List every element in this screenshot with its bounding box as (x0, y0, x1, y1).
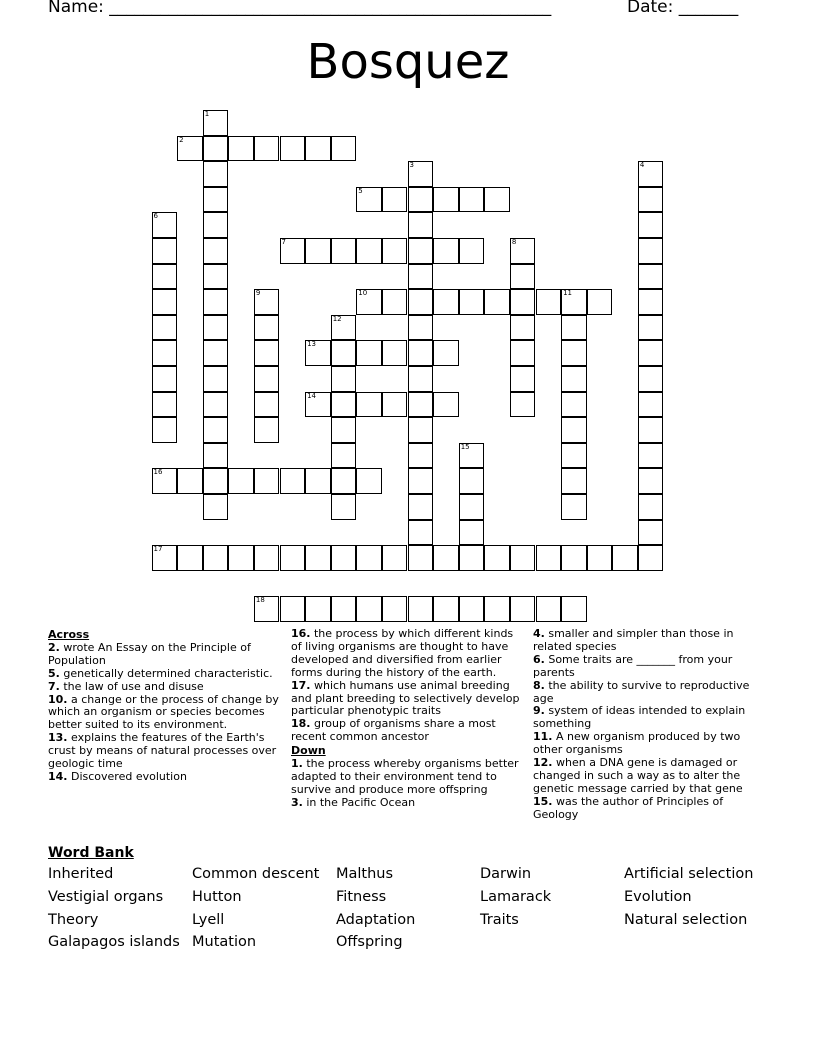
grid-cell[interactable] (331, 443, 357, 469)
word-bank-word: Fitness (336, 888, 387, 905)
grid-cell[interactable] (408, 315, 434, 341)
clue-item-number: 17. (291, 678, 311, 692)
grid-cell[interactable] (561, 494, 587, 520)
grid-cell[interactable] (408, 417, 434, 443)
grid-cell[interactable] (305, 392, 331, 418)
clue-number: 7 (281, 238, 286, 246)
clue-item-number: 4. (533, 627, 545, 640)
grid-cell[interactable] (638, 264, 664, 290)
grid-cell[interactable] (638, 494, 664, 520)
grid-cell[interactable] (484, 187, 510, 213)
grid-cell[interactable] (152, 468, 178, 494)
grid-cell[interactable] (305, 468, 331, 494)
grid-cell[interactable] (638, 520, 664, 546)
grid-cell[interactable] (638, 545, 664, 571)
grid-cell[interactable] (638, 443, 664, 469)
word-bank-word: Theory (48, 911, 99, 928)
down-heading: Down (291, 744, 326, 758)
grid-cell[interactable] (433, 392, 459, 418)
clue-item (48, 732, 284, 771)
clue-item-number: 10. (48, 692, 68, 706)
grid-cell[interactable] (587, 545, 613, 571)
clue-item-text: in the Pacific Ocean (302, 795, 416, 809)
grid-cell[interactable] (510, 545, 536, 571)
grid-cell[interactable] (203, 238, 229, 264)
grid-cell[interactable] (254, 136, 280, 162)
grid-cell[interactable] (459, 494, 485, 520)
clue-item-number: 18. (291, 717, 311, 731)
grid-cell[interactable] (561, 289, 587, 315)
grid-cell[interactable] (331, 417, 357, 443)
grid-cell[interactable] (484, 289, 510, 315)
grid-cell[interactable] (331, 545, 357, 571)
clue-number: 6 (153, 212, 158, 221)
clue-item-text: group of organisms share a most recent common ancestor (291, 717, 496, 744)
grid-cell[interactable] (254, 392, 280, 418)
grid-cell[interactable] (561, 545, 587, 571)
grid-cell[interactable] (305, 545, 331, 571)
grid-cell[interactable] (510, 289, 536, 315)
grid-cell[interactable] (638, 340, 664, 366)
grid-cell[interactable] (203, 161, 229, 187)
grid-cell[interactable] (510, 315, 536, 341)
clue-item (533, 796, 769, 822)
grid-cell[interactable] (408, 520, 434, 546)
clue-item (291, 628, 527, 680)
grid-cell[interactable] (408, 392, 434, 418)
clue-number: 3 (409, 161, 414, 170)
grid-cell[interactable] (408, 366, 434, 392)
grid-cell[interactable] (510, 238, 536, 264)
grid-cell[interactable] (203, 392, 229, 418)
grid-cell[interactable] (408, 289, 434, 315)
grid-cell[interactable] (331, 136, 357, 162)
clues-column-2 (291, 628, 527, 810)
grid-cell[interactable] (254, 340, 280, 366)
grid-cell[interactable] (280, 238, 306, 264)
across-heading: Across (48, 628, 90, 641)
grid-cell[interactable] (254, 366, 280, 392)
grid-cell[interactable] (408, 494, 434, 520)
grid-cell[interactable] (203, 340, 229, 366)
grid-cell[interactable] (228, 545, 254, 571)
grid-cell[interactable] (203, 468, 229, 494)
word-bank-word: Galapagos islands (48, 934, 180, 951)
grid-cell[interactable] (638, 417, 664, 443)
grid-cell[interactable] (638, 161, 664, 187)
clue-item (291, 718, 527, 744)
grid-cell[interactable] (203, 494, 229, 520)
grid-cell[interactable] (510, 340, 536, 366)
clue-number: 4 (639, 161, 645, 170)
word-bank-word: Traits (480, 911, 519, 928)
clue-item (291, 758, 527, 797)
grid-cell[interactable] (203, 264, 229, 290)
clue-item-number: 13. (48, 731, 68, 745)
grid-cell[interactable] (331, 392, 357, 418)
clue-item-text: Discovered evolution (67, 769, 187, 783)
clue-item (291, 680, 527, 719)
grid-cell[interactable] (177, 468, 203, 494)
clue-number: 8 (511, 238, 517, 246)
grid-cell[interactable] (561, 417, 587, 443)
grid-cell[interactable] (382, 289, 408, 315)
word-bank-title: Word Bank (48, 845, 134, 861)
clue-item-text: Some traits are _______ from your parents (533, 652, 733, 679)
clue-item-text: a change or the process of change by which an organism or species becomes better suited to its environment. (48, 692, 279, 732)
grid-cell[interactable] (459, 468, 485, 494)
grid-cell[interactable] (638, 366, 664, 392)
clue-item-text: which humans use animal breeding and plant breeding to selectively develop particular phenotypic traits (291, 678, 520, 718)
grid-cell[interactable] (408, 187, 434, 213)
clue-item-number: 2. (48, 640, 60, 654)
clues-column-1 (48, 628, 284, 784)
grid-cell[interactable] (459, 238, 485, 264)
grid-cell[interactable] (203, 545, 229, 571)
grid-cell[interactable] (382, 392, 408, 418)
clue-item-number: 7. (48, 679, 60, 693)
grid-cell[interactable] (203, 443, 229, 469)
grid-cell[interactable] (152, 264, 178, 290)
clue-item-text: the law of use and disuse (59, 679, 204, 693)
grid-cell[interactable] (280, 136, 306, 162)
clue-item-text: explains the features of the Earth's crust by means of natural processes over geologic time (48, 731, 277, 771)
clue-item-text: the process by which different kinds of living organisms are thought to have developed and diversified from earlier forms during the history of the earth. (291, 627, 514, 679)
clue-item-number: 14. (48, 769, 68, 783)
grid-cell[interactable] (612, 545, 638, 571)
grid-cell[interactable] (638, 238, 664, 264)
grid-cell[interactable] (152, 289, 178, 315)
word-bank-word: Hutton (192, 888, 242, 905)
grid-cell[interactable] (408, 596, 434, 622)
grid-cell[interactable] (331, 468, 357, 494)
clue-item-number: 8. (533, 678, 545, 692)
grid-cell[interactable] (152, 315, 178, 341)
clue-item (533, 731, 769, 757)
clue-number: 11 (563, 289, 573, 298)
grid-cell[interactable] (408, 264, 434, 290)
grid-cell[interactable] (638, 187, 664, 213)
clue-number: 13 (307, 340, 317, 349)
grid-cell[interactable] (254, 545, 280, 571)
clue-item-text: A new organism produced by two other organisms (533, 730, 741, 757)
clue-item-number: 15. (533, 794, 553, 808)
grid-cell[interactable] (356, 289, 382, 315)
grid-cell[interactable] (203, 315, 229, 341)
grid-cell[interactable] (459, 596, 485, 622)
clues-column-3 (533, 628, 769, 822)
clue-item (533, 680, 769, 706)
clue-item (533, 705, 769, 731)
grid-cell[interactable] (561, 468, 587, 494)
grid-cell[interactable] (203, 187, 229, 213)
grid-cell[interactable] (152, 366, 178, 392)
clue-item-number: 9. (533, 704, 545, 718)
grid-cell[interactable] (459, 187, 485, 213)
grid-cell[interactable] (433, 289, 459, 315)
grid-cell[interactable] (203, 289, 229, 315)
grid-cell[interactable] (561, 596, 587, 622)
grid-cell[interactable] (433, 545, 459, 571)
grid-cell[interactable] (408, 443, 434, 469)
grid-cell[interactable] (203, 366, 229, 392)
grid-cell[interactable] (254, 596, 280, 622)
grid-cell[interactable] (203, 212, 229, 238)
clue-item-number: 5. (48, 666, 60, 680)
grid-cell[interactable] (382, 238, 408, 264)
grid-cell[interactable] (331, 238, 357, 264)
word-bank-word: Offspring (336, 934, 403, 951)
clue-item (533, 628, 769, 654)
clue-item-text: the ability to survive to reproductive age (533, 678, 750, 705)
grid-cell[interactable] (331, 366, 357, 392)
clue-number: 1 (204, 110, 210, 118)
grid-cell[interactable] (536, 289, 562, 315)
clue-item-number: 16. (291, 627, 311, 640)
clue-number: 15 (460, 442, 470, 451)
grid-cell[interactable] (638, 212, 664, 238)
grid-cell[interactable] (638, 289, 664, 315)
clue-item-number: 6. (533, 652, 545, 666)
clue-number: 16 (153, 468, 163, 477)
word-bank-word: Mutation (192, 934, 257, 951)
word-bank-word: Evolution (624, 888, 692, 905)
grid-cell[interactable] (280, 596, 306, 622)
grid-cell[interactable] (305, 340, 331, 366)
grid-cell[interactable] (408, 161, 434, 187)
clue-item-number: 12. (533, 756, 553, 770)
grid-cell[interactable] (254, 315, 280, 341)
grid-cell[interactable] (228, 468, 254, 494)
grid-cell[interactable] (356, 468, 382, 494)
grid-cell[interactable] (177, 136, 203, 162)
page-title: Bosquez (306, 34, 510, 90)
clue-item-text: the process whereby organisms better adapted to their environment tend to survive and produce more offspring (291, 757, 519, 796)
grid-cell[interactable] (459, 443, 485, 469)
word-bank-word: Artificial selection (624, 866, 754, 882)
clue-item-text: wrote An Essay on the Principle of Population (48, 640, 251, 667)
grid-cell[interactable] (638, 315, 664, 341)
grid-cell[interactable] (280, 468, 306, 494)
grid-cell[interactable] (408, 238, 434, 264)
grid-cell[interactable] (510, 264, 536, 290)
clue-item-text: genetically determined characteristic. (59, 666, 273, 680)
grid-cell[interactable] (382, 187, 408, 213)
word-bank-word: Lamarack (480, 888, 552, 905)
grid-cell[interactable] (536, 545, 562, 571)
grid-cell[interactable] (331, 315, 357, 341)
clue-item-text: when a DNA gene is damaged or changed in such a way as to alter the genetic message carried by that gene (533, 756, 743, 795)
grid-cell[interactable] (484, 596, 510, 622)
clue-number: 14 (307, 391, 317, 400)
grid-cell[interactable] (203, 417, 229, 443)
clue-item-text: smaller and simpler than those in related species (533, 627, 734, 653)
grid-cell[interactable] (305, 136, 331, 162)
clue-item (48, 771, 284, 784)
grid-cell[interactable] (510, 392, 536, 418)
clue-number: 17 (153, 545, 163, 554)
grid-cell[interactable] (228, 136, 254, 162)
grid-cell[interactable] (356, 340, 382, 366)
grid-cell[interactable] (510, 596, 536, 622)
grid-cell[interactable] (459, 520, 485, 546)
grid-cell[interactable] (382, 545, 408, 571)
clue-item (48, 694, 284, 733)
clue-number: 18 (255, 596, 265, 605)
date-field-label: Date: _______ (627, 0, 739, 17)
grid-cell[interactable] (305, 238, 331, 264)
grid-cell[interactable] (561, 315, 587, 341)
grid-cell[interactable] (331, 340, 357, 366)
clue-item-text: system of ideas intended to explain something (533, 704, 746, 731)
grid-cell[interactable] (459, 545, 485, 571)
clue-item-number: 3. (291, 795, 303, 809)
grid-cell[interactable] (254, 289, 280, 315)
word-bank-word: Vestigial organs (48, 888, 164, 905)
grid-cell[interactable] (561, 392, 587, 418)
grid-cell[interactable] (356, 238, 382, 264)
clue-number: 5 (358, 186, 363, 195)
clue-item (533, 654, 769, 680)
clue-number: 9 (255, 289, 261, 298)
word-bank-word: Common descent (192, 866, 320, 882)
grid-cell[interactable] (203, 110, 229, 136)
word-bank-word: Darwin (480, 866, 532, 882)
grid-cell[interactable] (331, 596, 357, 622)
grid-cell[interactable] (536, 596, 562, 622)
grid-cell[interactable] (408, 545, 434, 571)
clue-number: 12 (332, 314, 342, 323)
grid-cell[interactable] (254, 417, 280, 443)
grid-cell[interactable] (152, 212, 178, 238)
grid-cell[interactable] (203, 136, 229, 162)
word-bank-word: Inherited (48, 866, 114, 882)
clue-item (533, 757, 769, 796)
grid-cell[interactable] (356, 596, 382, 622)
clue-item (291, 797, 527, 810)
grid-cell[interactable] (331, 494, 357, 520)
grid-cell[interactable] (561, 443, 587, 469)
word-bank-word: Natural selection (624, 911, 748, 928)
grid-cell[interactable] (356, 187, 382, 213)
grid-cell[interactable] (177, 545, 203, 571)
grid-cell[interactable] (356, 392, 382, 418)
grid-cell[interactable] (433, 340, 459, 366)
clue-item-number: 11. (533, 730, 553, 744)
grid-cell[interactable] (382, 340, 408, 366)
grid-cell[interactable] (433, 596, 459, 622)
grid-cell[interactable] (408, 340, 434, 366)
clue-item (48, 642, 284, 668)
grid-cell[interactable] (459, 289, 485, 315)
word-bank-word: Malthus (336, 866, 394, 882)
grid-cell[interactable] (152, 340, 178, 366)
clue-item-number: 1. (291, 757, 303, 771)
clue-number: 2 (179, 135, 184, 144)
grid-cell[interactable] (638, 392, 664, 418)
clue-item-text: was the author of Principles of Geology (533, 794, 724, 821)
grid-cell[interactable] (254, 468, 280, 494)
name-field-label: Name: ____________________________________________________ (48, 0, 552, 17)
grid-cell[interactable] (382, 596, 408, 622)
grid-cell[interactable] (152, 417, 178, 443)
grid-cell[interactable] (152, 392, 178, 418)
grid-cell[interactable] (305, 596, 331, 622)
grid-cell[interactable] (356, 545, 382, 571)
grid-cell[interactable] (408, 212, 434, 238)
grid-cell[interactable] (152, 238, 178, 264)
grid-cell[interactable] (408, 468, 434, 494)
grid-cell[interactable] (561, 340, 587, 366)
grid-cell[interactable] (280, 545, 306, 571)
grid-cell[interactable] (433, 238, 459, 264)
grid-cell[interactable] (152, 545, 178, 571)
grid-cell[interactable] (587, 289, 613, 315)
grid-cell[interactable] (484, 545, 510, 571)
grid-cell[interactable] (433, 187, 459, 213)
grid-cell[interactable] (510, 366, 536, 392)
grid-cell[interactable] (638, 468, 664, 494)
clue-number: 10 (358, 289, 368, 298)
word-bank-word: Lyell (192, 911, 225, 928)
word-bank-word: Adaptation (336, 911, 416, 928)
grid-cell[interactable] (561, 366, 587, 392)
